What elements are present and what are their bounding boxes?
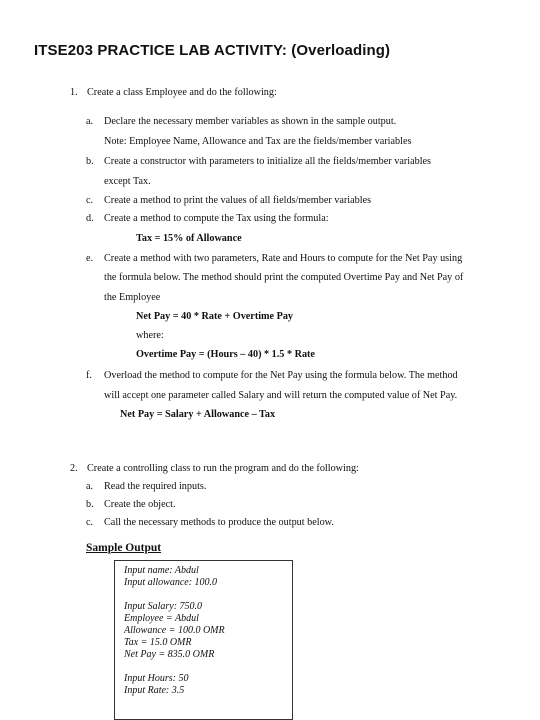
q2-a-marker: a.	[86, 481, 94, 492]
output-line: Input Salary: 750.0	[124, 601, 203, 612]
q1-c-marker: c.	[86, 195, 94, 206]
q1-a-marker: a.	[86, 116, 94, 127]
q1-e-marker: e.	[86, 253, 94, 264]
output-line: Input allowance: 100.0	[124, 577, 218, 588]
output-line: Employee = Abdul	[124, 613, 199, 624]
q1-f-formula: Net Pay = Salary + Allowance – Tax	[120, 409, 276, 420]
q1-e-where: where:	[136, 330, 164, 341]
output-line: Tax = 15.0 OMR	[124, 637, 192, 648]
q1-number: 1.	[70, 87, 78, 98]
q1-b-line1: Create a constructor with parameters to initialize all the fields/member variables	[104, 156, 432, 167]
q1-d-marker: d.	[86, 213, 94, 224]
q1-b-marker: b.	[86, 156, 94, 167]
q1-text: Create a class Employee and do the following:	[87, 87, 277, 98]
q1-c-line1: Create a method to print the values of all fields/member variables	[104, 195, 372, 206]
q1-e-formula2: Overtime Pay = (Hours – 40) * 1.5 * Rate	[136, 349, 315, 360]
q1-a-line2: Note: Employee Name, Allowance and Tax are the fields/member variables	[104, 136, 412, 147]
q1-d-formula: Tax = 15% of Allowance	[136, 233, 242, 244]
q1-f-marker: f.	[86, 370, 92, 381]
document-title: ITSE203 PRACTICE LAB ACTIVITY: (Overloading)	[34, 42, 391, 59]
output-line: Input Hours: 50	[124, 673, 189, 684]
sample-output-box	[114, 560, 293, 720]
q1-f-line1: Overload the method to compute for the Net Pay using the formula below. The method	[104, 370, 458, 381]
sample-output-heading: Sample Output	[86, 542, 162, 554]
q1-a-line1: Declare the necessary member variables as shown in the sample output.	[104, 116, 397, 127]
q2-b-marker: b.	[86, 499, 94, 510]
q1-b-line2: except Tax.	[104, 176, 151, 187]
q2-number: 2.	[70, 463, 78, 474]
q1-e-line3: the Employee	[104, 292, 161, 303]
output-line: Allowance = 100.0 OMR	[124, 625, 225, 636]
q2-c-marker: c.	[86, 517, 94, 528]
q2-c-text: Call the necessary methods to produce the output below.	[104, 517, 334, 528]
output-line: Input Rate: 3.5	[124, 685, 185, 696]
output-line: Input name: Abdul	[124, 565, 199, 576]
q1-e-formula1: Net Pay = 40 * Rate + Overtime Pay	[136, 311, 294, 322]
q2-b-text: Create the object.	[104, 499, 176, 510]
q2-a-text: Read the required inputs.	[104, 481, 207, 492]
q1-d-line1: Create a method to compute the Tax using the formula:	[104, 213, 329, 224]
q1-e-line1: Create a method with two parameters, Rate and Hours to compute for the Net Pay using	[104, 253, 463, 264]
output-line: Net Pay = 835.0 OMR	[124, 649, 215, 660]
q1-f-line2: will accept one parameter called Salary and will return the computed value of Net Pay.	[104, 390, 458, 401]
q1-e-line2: the formula below. The method should print the computed Overtime Pay and Net Pay of	[104, 272, 464, 283]
q2-text: Create a controlling class to run the program and do the following:	[87, 463, 359, 474]
